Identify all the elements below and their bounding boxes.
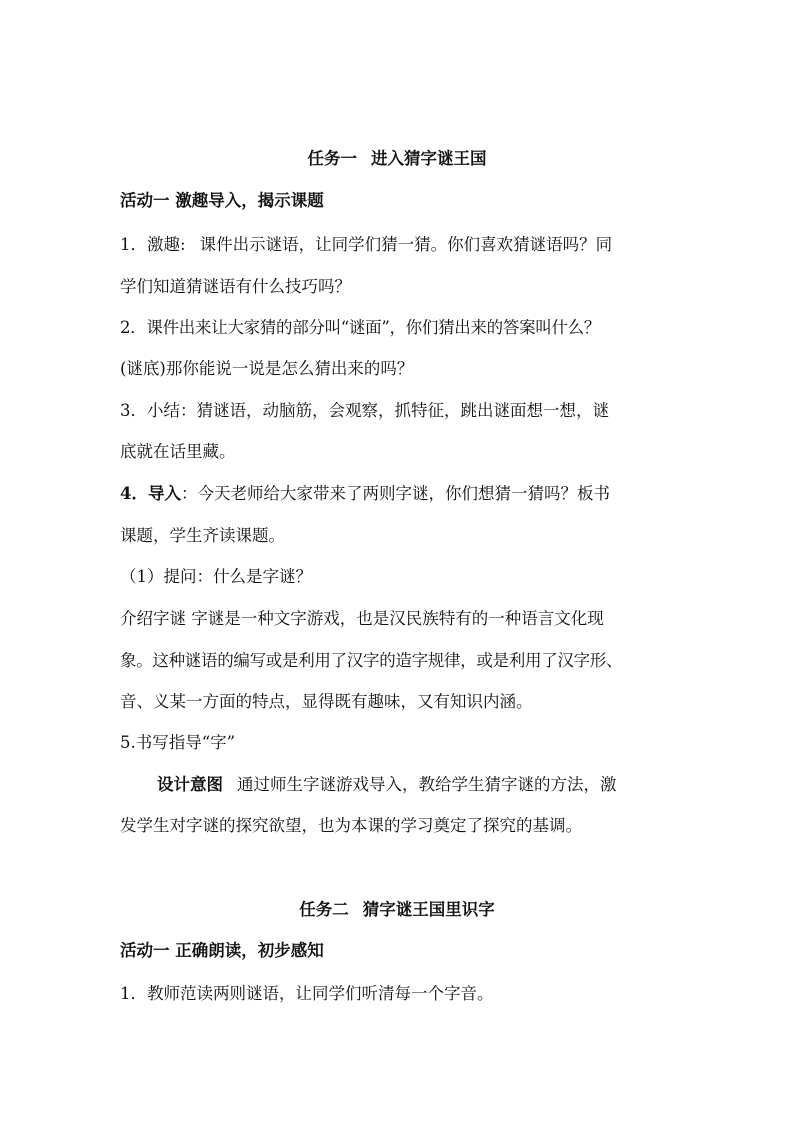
design-line2: 发学生对字谜的探究欲望，也为本课的学习奠定了探究的基调。: [120, 816, 582, 835]
p4-line1: [120, 484, 680, 504]
task2-title-number: 任务二: [299, 900, 349, 919]
p3-line1: 3．小结：猜谜语，动脑筋，会观察，抓特征，跳出谜面想一想，谜: [120, 401, 609, 420]
p4-line1-text: ：今天老师给大家带来了两则字谜，你们想猜一猜吗？板书: [180, 484, 610, 503]
p4-label: 4．导入: [120, 484, 181, 503]
design-label: 设计意图: [157, 775, 223, 794]
intro-line2: 象。这种谜语的编写或是利用了汉字的造字规律，或是利用了汉字形、: [120, 651, 623, 670]
p1-line1: [120, 235, 680, 255]
design-line1-text: 通过师生字谜游戏导入，教给学生猜字谜的方法，激: [237, 775, 617, 794]
task1-title-number: 任务一: [307, 149, 357, 168]
activity1-heading: 活动一 激趣导入，揭示课题: [120, 191, 324, 210]
p1-label: 1．激趣:: [120, 235, 186, 254]
p2-line2: (谜底)那你能说一说是怎么猜出来的吗？: [120, 359, 414, 378]
activity2-heading: 活动一 正确朗读，初步感知: [120, 941, 324, 960]
p6-line: 1．教师范读两则谜语，让同学们听清每一个字音。: [120, 984, 494, 1003]
p1-line2: 学们知道猜谜语有什么技巧吗？: [120, 277, 351, 296]
design-line1: [157, 775, 677, 795]
intro-line3: 音、义某一方面的特点，显得既有趣味，又有知识内涵。: [120, 692, 533, 711]
task2-heading: [0, 900, 794, 920]
p2-line1: 2．课件出来让大家猜的部分叫“谜面”，你们猜出来的答案叫什么？: [120, 318, 601, 337]
p4-line2: 课题，学生齐读课题。: [120, 526, 285, 545]
p5-line: 5.书写指导“字”: [120, 733, 236, 752]
p1-line1-text: 课件出示谜语，让同学们猜一猜。你们喜欢猜谜语吗？同: [199, 235, 613, 254]
p3-line2: 底就在话里藏。: [120, 442, 236, 461]
q1-line: （1）提问：什么是字谜？: [120, 567, 312, 586]
task2-title-text: 猜字谜王国里识字: [362, 900, 495, 919]
task1-title-text: 进入猜字谜王国: [371, 149, 487, 168]
intro-line1: 介绍字谜 字谜是一种文字游戏，也是汉民族特有的一种语言文化现: [120, 609, 604, 628]
task1-heading: [0, 149, 794, 169]
